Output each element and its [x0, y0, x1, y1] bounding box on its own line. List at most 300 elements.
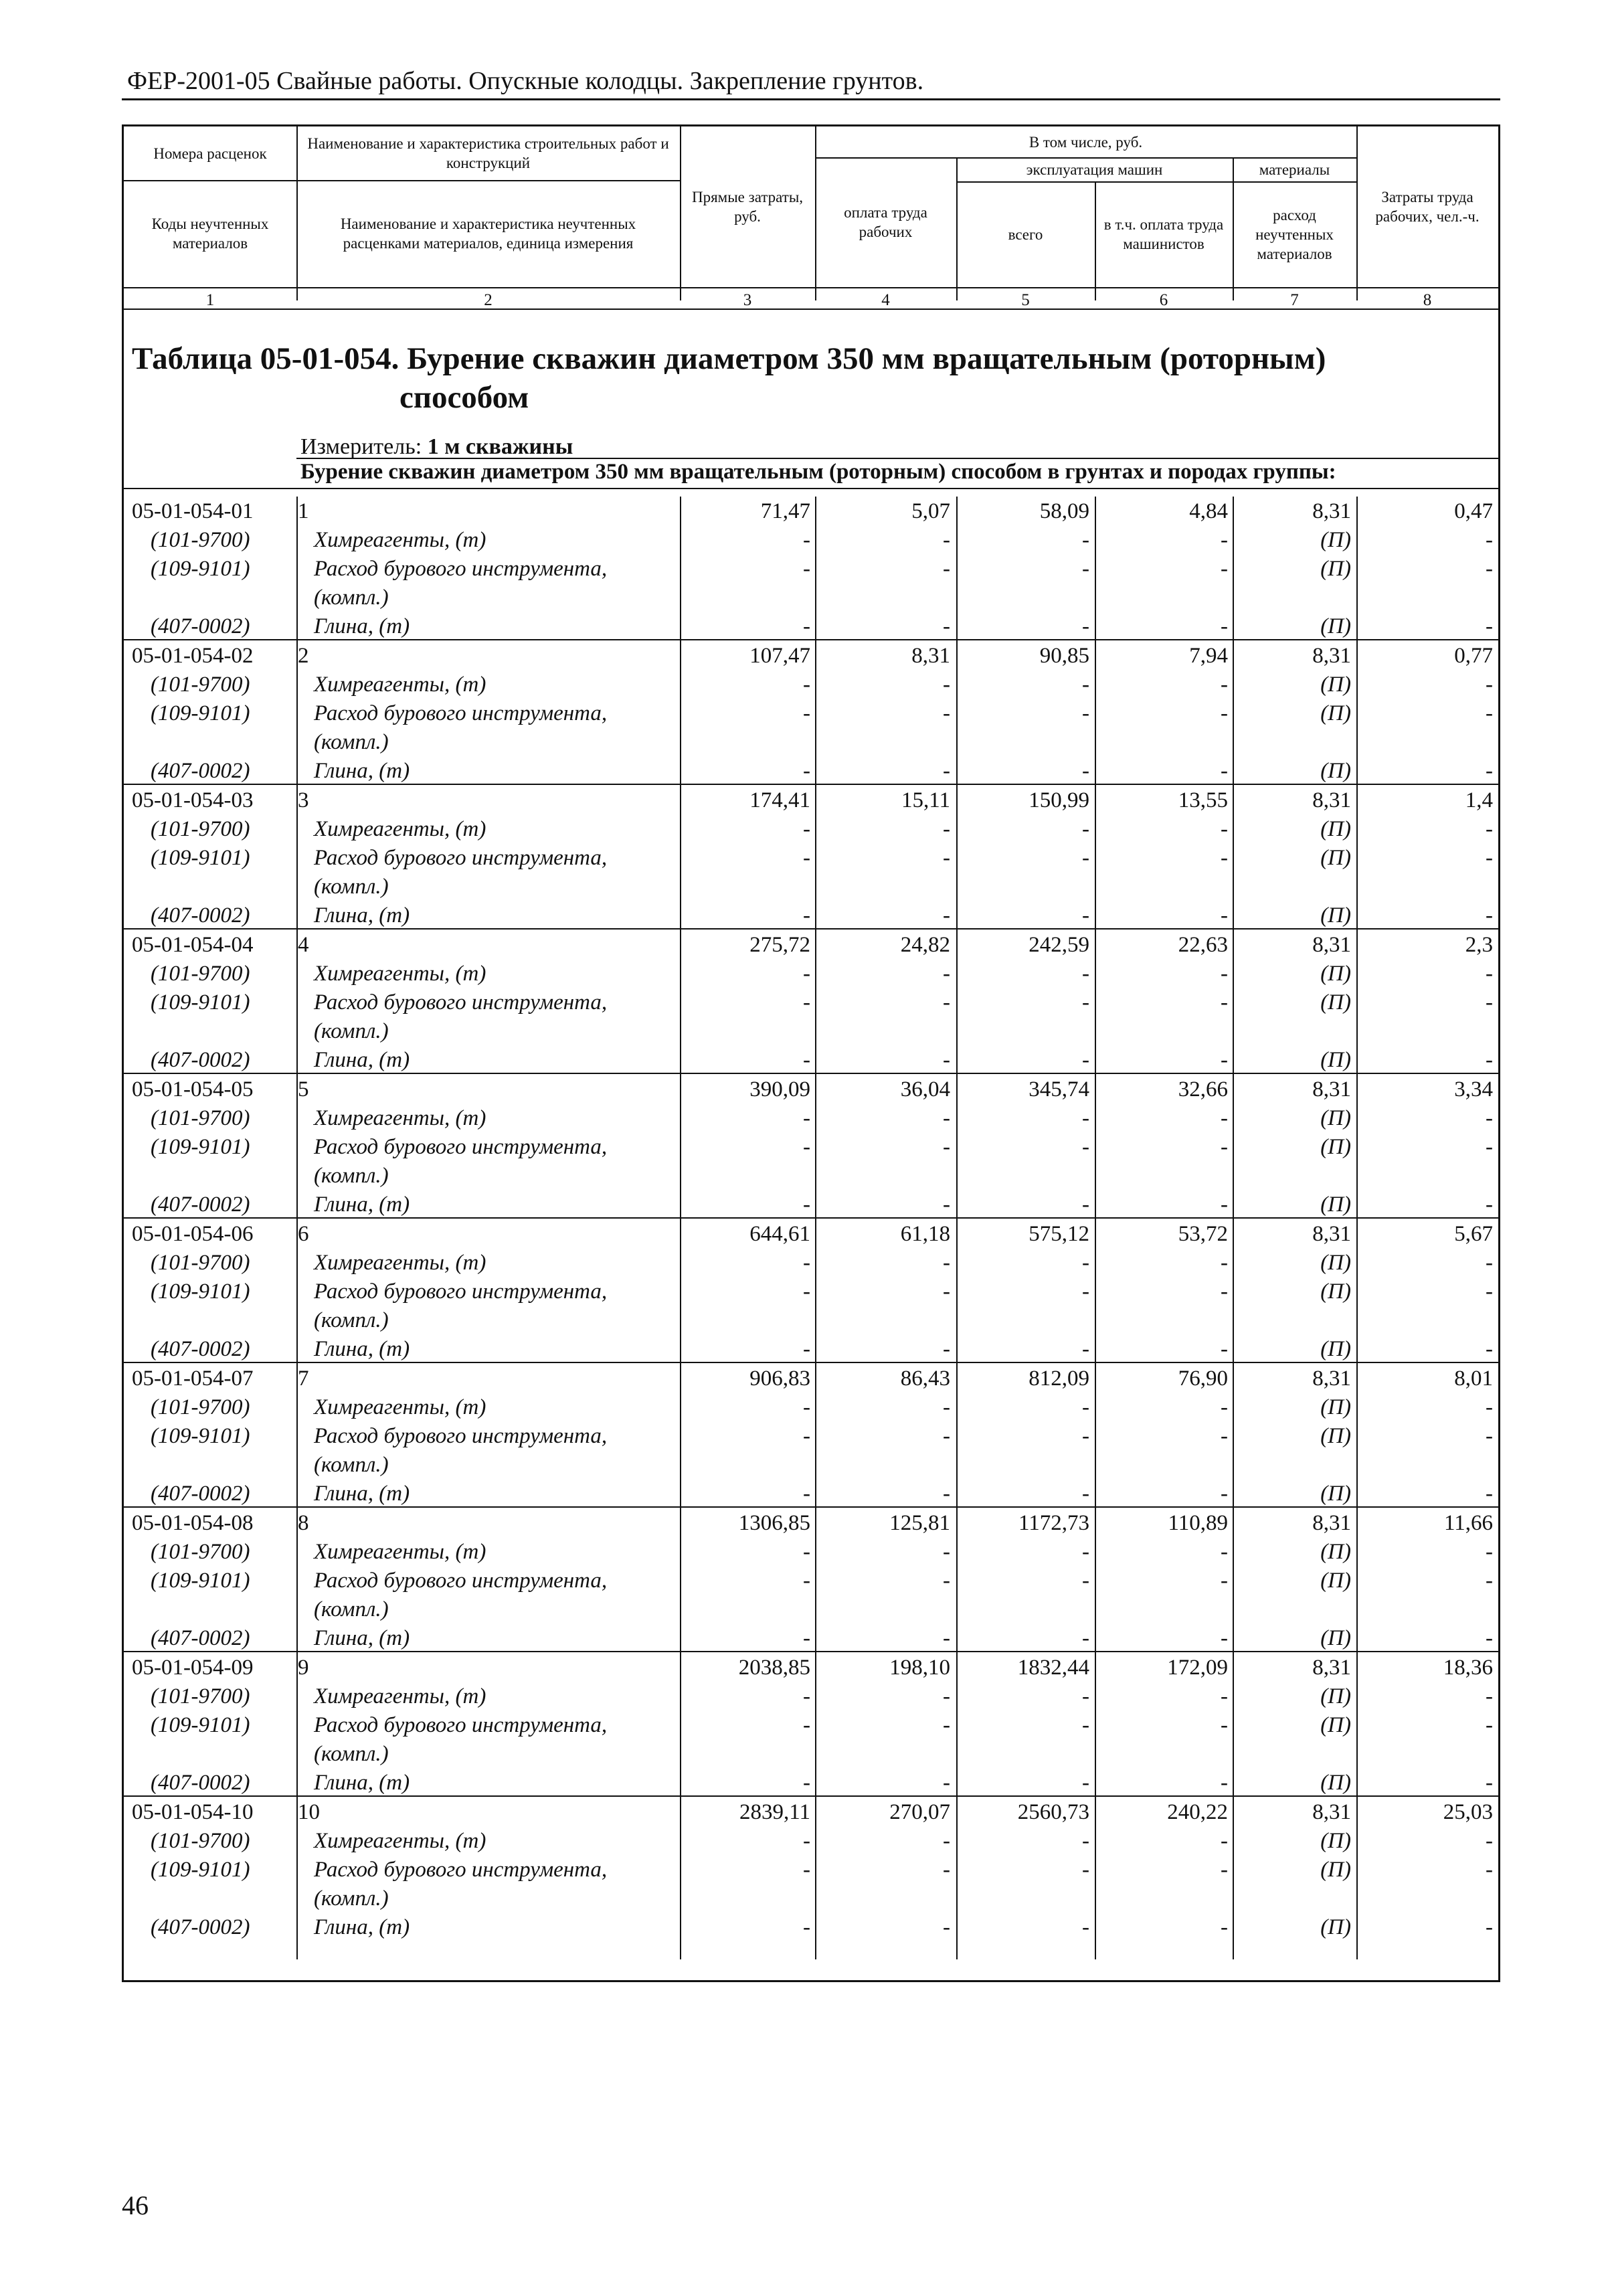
material-code: (407-0002) — [151, 759, 250, 783]
unaccounted-material: (П) — [1320, 1193, 1351, 1217]
direct-costs: - — [803, 1771, 810, 1795]
labor-hours: - — [1486, 673, 1493, 697]
material-code: (109-9101) — [151, 557, 250, 581]
material-code: (407-0002) — [151, 1626, 250, 1650]
col-number: 2 — [484, 291, 493, 309]
machine-costs: - — [1082, 1626, 1089, 1650]
material-code: (407-0002) — [151, 1337, 250, 1361]
material-code: (407-0002) — [151, 1193, 250, 1217]
material-code: (101-9700) — [151, 817, 250, 841]
machine-costs: - — [1082, 1337, 1089, 1361]
direct-costs: - — [803, 1482, 810, 1506]
col7-label: расход неучтенных материалов — [1255, 206, 1334, 262]
machine-labor-pay: 172,09 — [1167, 1656, 1228, 1680]
direct-costs: - — [803, 1251, 810, 1275]
labor-pay: - — [943, 1626, 950, 1650]
direct-costs: 174,41 — [749, 788, 810, 812]
incl-label: В том числе, руб. — [1029, 133, 1143, 151]
unaccounted-material: (П) — [1320, 1713, 1351, 1737]
labor-pay: - — [943, 701, 950, 725]
materials-label: материалы — [1259, 161, 1330, 178]
machine-costs: - — [1082, 1713, 1089, 1737]
material-name: Расход бурового инструмента, — [314, 1569, 608, 1593]
machine-labor-pay: - — [1221, 759, 1228, 783]
table-row — [124, 1045, 1498, 1075]
soil-group: 2 — [298, 644, 309, 668]
material-code: (101-9700) — [151, 1540, 250, 1564]
divider — [124, 1795, 1498, 1797]
material-name: Расход бурового инструмента, — [314, 990, 608, 1014]
rate-code: 05-01-054-04 — [132, 933, 254, 957]
table-row — [124, 1710, 1498, 1740]
materials-cost: 8,31 — [1312, 1366, 1351, 1391]
labor-pay: - — [943, 1858, 950, 1882]
divider — [124, 488, 1498, 489]
labor-hours: 25,03 — [1443, 1800, 1493, 1824]
material-code: (109-9101) — [151, 1858, 250, 1882]
table-row — [124, 525, 1498, 555]
machine-costs: 812,09 — [1029, 1366, 1089, 1391]
labor-hours: 18,36 — [1443, 1656, 1493, 1680]
col3-label: Прямые затраты, руб. — [691, 189, 804, 225]
col-number: 8 — [1423, 291, 1432, 309]
unaccounted-material: (П) — [1320, 1048, 1351, 1072]
material-name: Химреагенты, (т) — [314, 962, 486, 986]
material-name: Глина, (т) — [314, 1337, 410, 1361]
table-row — [124, 1248, 1498, 1277]
column-header — [124, 126, 1498, 309]
labor-pay: 125,81 — [889, 1511, 950, 1535]
unaccounted-material: (П) — [1320, 990, 1351, 1014]
rate-code: 05-01-054-06 — [132, 1222, 254, 1246]
direct-costs: - — [803, 846, 810, 870]
divider — [124, 287, 1498, 288]
direct-costs: - — [803, 1829, 810, 1853]
machine-costs: - — [1082, 1251, 1089, 1275]
labor-hours: - — [1486, 1106, 1493, 1130]
labor-hours: - — [1486, 1684, 1493, 1708]
unaccounted-material: (П) — [1320, 1251, 1351, 1275]
labor-hours: - — [1486, 614, 1493, 638]
machine-labor-pay: - — [1221, 1626, 1228, 1650]
machine-costs: - — [1082, 614, 1089, 638]
machine-labor-pay: - — [1221, 1135, 1228, 1159]
soil-group: 9 — [298, 1656, 309, 1680]
material-code: (407-0002) — [151, 1482, 250, 1506]
table-row — [124, 1913, 1498, 1942]
machine-labor-pay: 53,72 — [1178, 1222, 1228, 1246]
machine-labor-pay: - — [1221, 1251, 1228, 1275]
material-name: Глина, (т) — [314, 1626, 410, 1650]
table-row — [124, 1450, 1498, 1480]
labor-pay: - — [943, 528, 950, 552]
table-row — [124, 727, 1498, 757]
col2-top-label: Наименование и характеристика строительных работ и конструкций — [307, 135, 669, 171]
meter-value: 1 м скважины — [427, 434, 573, 459]
rate-code: 05-01-054-05 — [132, 1077, 254, 1101]
labor-pay: 24,82 — [900, 933, 950, 957]
material-name: Глина, (т) — [314, 759, 410, 783]
unaccounted-material: (П) — [1320, 614, 1351, 638]
direct-costs: - — [803, 673, 810, 697]
material-code: (109-9101) — [151, 1713, 250, 1737]
material-code: (109-9101) — [151, 701, 250, 725]
table-row — [124, 1334, 1498, 1364]
material-unit: (компл.) — [314, 1308, 389, 1332]
machine-labor-pay: - — [1221, 1048, 1228, 1072]
material-unit: (компл.) — [314, 586, 389, 610]
labor-pay: 61,18 — [900, 1222, 950, 1246]
machine-costs: - — [1082, 701, 1089, 725]
labor-pay: - — [943, 1193, 950, 1217]
table-row — [124, 1075, 1498, 1104]
direct-costs: - — [803, 962, 810, 986]
material-name: Химреагенты, (т) — [314, 817, 486, 841]
material-name: Расход бурового инструмента, — [314, 1424, 608, 1448]
machine-costs: 575,12 — [1029, 1222, 1089, 1246]
direct-costs: 275,72 — [749, 933, 810, 957]
col1-top-label: Номера расценок — [153, 145, 267, 162]
material-name: Глина, (т) — [314, 1048, 410, 1072]
labor-pay: - — [943, 1540, 950, 1564]
machine-costs: - — [1082, 1482, 1089, 1506]
machine-labor-pay: - — [1221, 1713, 1228, 1737]
direct-costs: - — [803, 1858, 810, 1882]
labor-hours: - — [1486, 528, 1493, 552]
machine-costs: - — [1082, 1279, 1089, 1304]
labor-hours: - — [1486, 817, 1493, 841]
soil-group: 1 — [298, 499, 309, 523]
material-name: Химреагенты, (т) — [314, 1106, 486, 1130]
machine-costs: 242,59 — [1029, 933, 1089, 957]
col-number: 4 — [881, 291, 890, 309]
labor-pay: 8,31 — [911, 644, 950, 668]
direct-costs: - — [803, 1135, 810, 1159]
direct-costs: - — [803, 557, 810, 581]
divider — [124, 1362, 1498, 1363]
labor-pay: 198,10 — [889, 1656, 950, 1680]
direct-costs: - — [803, 1193, 810, 1217]
material-name: Глина, (т) — [314, 903, 410, 928]
labor-pay: - — [943, 1424, 950, 1448]
col4-label: оплата труда рабочих — [844, 204, 927, 240]
soil-group: 5 — [298, 1077, 309, 1101]
material-name: Глина, (т) — [314, 1193, 410, 1217]
table-row — [124, 1393, 1498, 1422]
table-row — [124, 843, 1498, 873]
direct-costs: - — [803, 701, 810, 725]
machine-costs: - — [1082, 1771, 1089, 1795]
machine-labor-pay: 13,55 — [1178, 788, 1228, 812]
material-code: (101-9700) — [151, 673, 250, 697]
materials-cost: 8,31 — [1312, 1077, 1351, 1101]
col2-bottom-label: Наименование и характеристика неучтенных расценками материалов, единица измерения — [340, 215, 636, 252]
table-row — [124, 1739, 1498, 1769]
machine-costs: 150,99 — [1029, 788, 1089, 812]
table-title — [132, 339, 1326, 417]
labor-pay: - — [943, 990, 950, 1014]
direct-costs: - — [803, 528, 810, 552]
material-code: (101-9700) — [151, 1829, 250, 1853]
material-name: Расход бурового инструмента, — [314, 846, 608, 870]
col-number: 7 — [1290, 291, 1299, 309]
divider — [124, 639, 1498, 640]
col-number: 3 — [743, 291, 752, 309]
unaccounted-material: (П) — [1320, 1395, 1351, 1419]
unaccounted-material: (П) — [1320, 701, 1351, 725]
labor-pay: - — [943, 759, 950, 783]
table-title-line1: Таблица 05-01-054. Бурение скважин диаметром 350 мм вращательным (роторным) — [132, 341, 1326, 376]
material-unit: (компл.) — [314, 875, 389, 899]
direct-costs: - — [803, 1424, 810, 1448]
machine-costs: 1832,44 — [1017, 1656, 1089, 1680]
table-row — [124, 959, 1498, 988]
labor-pay: - — [943, 817, 950, 841]
machine-labor-pay: - — [1221, 701, 1228, 725]
machine-costs: - — [1082, 1829, 1089, 1853]
divider — [124, 1217, 1498, 1219]
machine-costs: - — [1082, 1048, 1089, 1072]
rate-code: 05-01-054-09 — [132, 1656, 254, 1680]
divider — [124, 928, 1498, 930]
table-row — [124, 1566, 1498, 1595]
material-unit: (компл.) — [314, 1453, 389, 1477]
divider — [296, 458, 1498, 459]
direct-costs: - — [803, 1337, 810, 1361]
direct-costs: - — [803, 1540, 810, 1564]
unaccounted-material: (П) — [1320, 1858, 1351, 1882]
labor-hours: - — [1486, 1279, 1493, 1304]
page-number: 46 — [122, 2190, 149, 2220]
direct-costs: - — [803, 614, 810, 638]
machine-costs: - — [1082, 673, 1089, 697]
table-row — [124, 583, 1498, 612]
machine-labor-pay: - — [1221, 903, 1228, 928]
labor-pay: - — [943, 1048, 950, 1072]
material-code: (101-9700) — [151, 962, 250, 986]
labor-pay: - — [943, 1829, 950, 1853]
labor-hours: - — [1486, 1771, 1493, 1795]
labor-pay: - — [943, 614, 950, 638]
machine-costs: 90,85 — [1039, 644, 1089, 668]
labor-hours: - — [1486, 701, 1493, 725]
material-name: Расход бурового инструмента, — [314, 701, 608, 725]
labor-hours: - — [1486, 1395, 1493, 1419]
machine-costs: 2560,73 — [1017, 1800, 1089, 1824]
table-row — [124, 1884, 1498, 1913]
material-code: (407-0002) — [151, 614, 250, 638]
material-code: (407-0002) — [151, 1915, 250, 1939]
materials-cost: 8,31 — [1312, 1800, 1351, 1824]
material-code: (109-9101) — [151, 1135, 250, 1159]
labor-hours: - — [1486, 1337, 1493, 1361]
col-number: 1 — [205, 291, 215, 309]
machine-labor-pay: - — [1221, 1279, 1228, 1304]
table-row — [124, 814, 1498, 844]
table-row — [124, 872, 1498, 901]
material-name: Глина, (т) — [314, 1482, 410, 1506]
labor-hours: 11,66 — [1443, 1511, 1493, 1535]
table-row — [124, 1623, 1498, 1653]
machine-labor-pay: - — [1221, 962, 1228, 986]
direct-costs: 2038,85 — [738, 1656, 810, 1680]
material-code: (109-9101) — [151, 1569, 250, 1593]
col-number: 6 — [1159, 291, 1168, 309]
machine-labor-pay: - — [1221, 1482, 1228, 1506]
table-row — [124, 1306, 1498, 1335]
direct-costs: - — [803, 1106, 810, 1130]
table-row — [124, 930, 1498, 960]
table-row — [124, 1190, 1498, 1219]
materials-cost: 8,31 — [1312, 788, 1351, 812]
labor-hours: 2,3 — [1465, 933, 1493, 957]
labor-hours: - — [1486, 1626, 1493, 1650]
labor-pay: 5,07 — [911, 499, 950, 523]
rate-code: 05-01-054-10 — [132, 1800, 254, 1824]
direct-costs: - — [803, 1915, 810, 1939]
material-code: (101-9700) — [151, 1684, 250, 1708]
direct-costs: - — [803, 1626, 810, 1650]
labor-pay: 86,43 — [900, 1366, 950, 1391]
machine-labor-pay: 32,66 — [1178, 1077, 1228, 1101]
table-row — [124, 901, 1498, 930]
table-row — [124, 1855, 1498, 1884]
labor-hours: - — [1486, 1048, 1493, 1072]
table-row — [124, 1103, 1498, 1133]
material-name: Химреагенты, (т) — [314, 1395, 486, 1419]
soil-group: 4 — [298, 933, 309, 957]
machine-costs: - — [1082, 1106, 1089, 1130]
unaccounted-material: (П) — [1320, 1106, 1351, 1130]
unaccounted-material: (П) — [1320, 1424, 1351, 1448]
labor-pay: - — [943, 1771, 950, 1795]
labor-hours: - — [1486, 1251, 1493, 1275]
direct-costs: - — [803, 1395, 810, 1419]
machine-costs: - — [1082, 1540, 1089, 1564]
labor-hours: - — [1486, 1915, 1493, 1939]
machine-costs: - — [1082, 962, 1089, 986]
materials-cost: 8,31 — [1312, 499, 1351, 523]
machine-labor-pay: - — [1221, 673, 1228, 697]
direct-costs: - — [803, 1713, 810, 1737]
table-row — [124, 641, 1498, 671]
machine-labor-pay: - — [1221, 528, 1228, 552]
table-row — [124, 1653, 1498, 1682]
material-name: Химреагенты, (т) — [314, 1829, 486, 1853]
labor-hours: 0,77 — [1454, 644, 1493, 668]
table-row — [124, 699, 1498, 728]
material-name: Расход бурового инструмента, — [314, 1279, 608, 1304]
material-code: (101-9700) — [151, 528, 250, 552]
direct-costs: - — [803, 903, 810, 928]
material-code: (407-0002) — [151, 903, 250, 928]
materials-cost: 8,31 — [1312, 1511, 1351, 1535]
table-row — [124, 554, 1498, 584]
unaccounted-material: (П) — [1320, 528, 1351, 552]
machine-labor-pay: - — [1221, 1771, 1228, 1795]
table-row — [124, 1682, 1498, 1711]
material-code: (101-9700) — [151, 1106, 250, 1130]
material-name: Расход бурового инструмента, — [314, 1858, 608, 1882]
meter-label: Измеритель: — [300, 434, 422, 459]
header-rule — [122, 98, 1500, 100]
labor-pay: - — [943, 673, 950, 697]
machine-costs: - — [1082, 903, 1089, 928]
materials-cost: 8,31 — [1312, 1656, 1351, 1680]
unaccounted-material: (П) — [1320, 1279, 1351, 1304]
material-code: (101-9700) — [151, 1251, 250, 1275]
direct-costs: 2839,11 — [739, 1800, 810, 1824]
rate-code: 05-01-054-03 — [132, 788, 254, 812]
material-unit: (компл.) — [314, 1597, 389, 1621]
unaccounted-material: (П) — [1320, 673, 1351, 697]
labor-hours: - — [1486, 1713, 1493, 1737]
material-unit: (компл.) — [314, 1886, 389, 1911]
unaccounted-material: (П) — [1320, 1540, 1351, 1564]
labor-hours: 0,47 — [1454, 499, 1493, 523]
machine-labor-pay: - — [1221, 1106, 1228, 1130]
material-name: Химреагенты, (т) — [314, 1251, 486, 1275]
material-code: (101-9700) — [151, 1395, 250, 1419]
labor-hours: - — [1486, 990, 1493, 1014]
direct-costs: - — [803, 1048, 810, 1072]
machine-costs: - — [1082, 990, 1089, 1014]
labor-pay: - — [943, 846, 950, 870]
machine-labor-pay: 76,90 — [1178, 1366, 1228, 1391]
labor-pay: - — [943, 1279, 950, 1304]
labor-hours: - — [1486, 759, 1493, 783]
machine-labor-pay: 22,63 — [1178, 933, 1228, 957]
direct-costs: - — [803, 817, 810, 841]
document-header: ФЕР-2001-05 Свайные работы. Опускные колодцы. Закрепление грунтов. — [127, 67, 924, 95]
unaccounted-material: (П) — [1320, 1771, 1351, 1795]
machine-costs: - — [1082, 817, 1089, 841]
machine-costs: - — [1082, 1915, 1089, 1939]
labor-pay: 270,07 — [889, 1800, 950, 1824]
labor-pay: - — [943, 1713, 950, 1737]
machine-labor-pay: - — [1221, 1569, 1228, 1593]
machine-costs: 1172,73 — [1018, 1511, 1089, 1535]
rate-code: 05-01-054-07 — [132, 1366, 254, 1391]
labor-pay: - — [943, 1482, 950, 1506]
material-name: Расход бурового инструмента, — [314, 557, 608, 581]
labor-pay: - — [943, 1106, 950, 1130]
table-row — [124, 1017, 1498, 1046]
labor-pay: - — [943, 1569, 950, 1593]
table-row — [124, 786, 1498, 815]
material-name: Глина, (т) — [314, 1915, 410, 1939]
material-unit: (компл.) — [314, 1019, 389, 1043]
unaccounted-material: (П) — [1320, 759, 1351, 783]
material-code: (109-9101) — [151, 990, 250, 1014]
machine-labor-pay: - — [1221, 1395, 1228, 1419]
machine-costs: - — [1082, 1395, 1089, 1419]
machine-costs: - — [1082, 1858, 1089, 1882]
material-code: (407-0002) — [151, 1048, 250, 1072]
material-code: (109-9101) — [151, 846, 250, 870]
materials-cost: 8,31 — [1312, 1222, 1351, 1246]
table-row — [124, 1595, 1498, 1624]
material-unit: (компл.) — [314, 1164, 389, 1188]
table-row — [124, 612, 1498, 641]
machine-costs: - — [1082, 1684, 1089, 1708]
table-row — [124, 1219, 1498, 1249]
divider — [124, 784, 1498, 785]
labor-pay: - — [943, 557, 950, 581]
table-row — [124, 1768, 1498, 1797]
rate-code: 05-01-054-08 — [132, 1511, 254, 1535]
labor-pay: - — [943, 1135, 950, 1159]
